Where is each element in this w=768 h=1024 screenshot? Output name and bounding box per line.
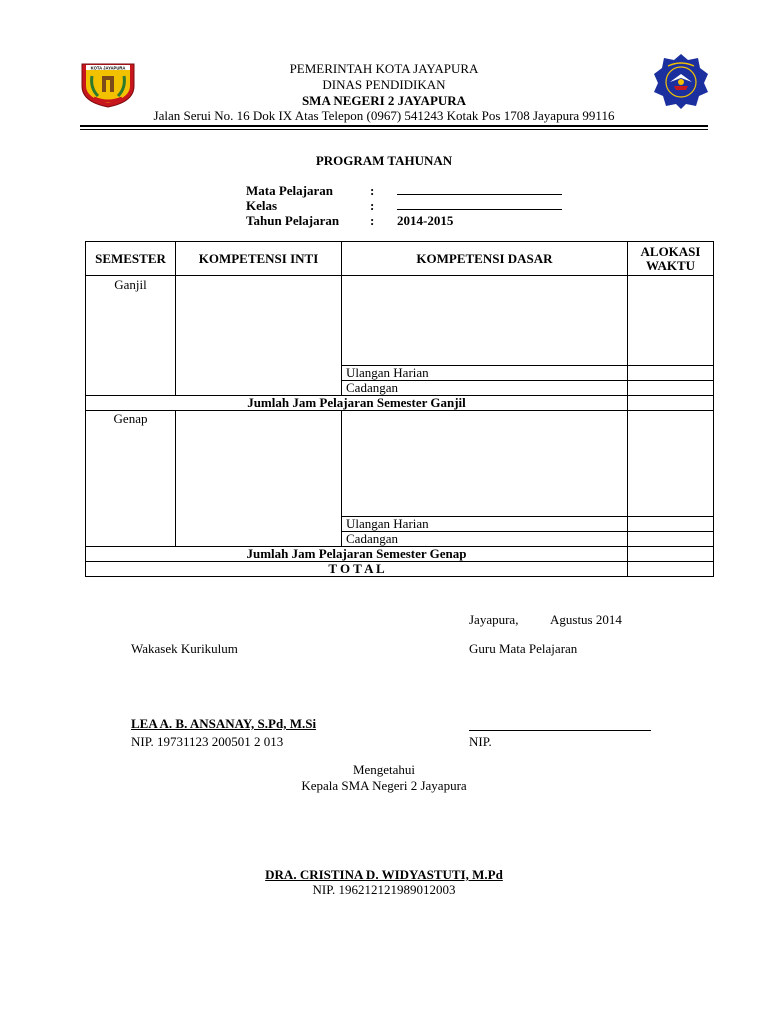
ganjil-ulangan-alokasi — [628, 366, 714, 381]
info-colon: : — [370, 183, 375, 198]
ganjil-total-label: Jumlah Jam Pelajaran Semester Ganjil — [86, 396, 628, 411]
document-title: PROGRAM TAHUNAN — [315, 153, 453, 168]
grand-total-row — [86, 562, 714, 577]
ganjil-kompetensi-inti-cell — [176, 276, 342, 396]
info-value: 2014-2015 — [397, 213, 454, 228]
info-label: Tahun Pelajaran — [246, 213, 340, 228]
genap-total-row — [86, 547, 714, 562]
info-colon: : — [370, 213, 375, 228]
header-rule-thick — [80, 125, 708, 127]
ganjil-total-row — [86, 396, 714, 411]
info-label: Mata Pelajaran — [246, 183, 334, 198]
guru-role: Guru Mata Pelajaran — [469, 641, 578, 656]
genap-cadangan-label: Cadangan — [342, 532, 628, 547]
grand-total-label: T O T A L — [86, 562, 628, 577]
genap-kompetensi-dasar-cell — [342, 411, 628, 517]
header-rule-thin — [80, 129, 708, 130]
kepala-name: DRA. CRISTINA D. WIDYASTUTI, M.Pd — [265, 867, 503, 882]
genap-total-alokasi — [628, 547, 714, 562]
wakasek-role: Wakasek Kurikulum — [131, 641, 238, 656]
info-blank-line — [397, 194, 562, 195]
place-date: Agustus 2014 — [550, 612, 622, 627]
ganjil-ulangan-label: Ulangan Harian — [342, 366, 628, 381]
ganjil-content-row — [86, 276, 714, 366]
info-colon: : — [370, 198, 375, 213]
genap-content-row — [86, 411, 714, 517]
header-alokasi-waktu: ALOKASI WAKTU — [628, 242, 714, 276]
grand-total-alokasi — [628, 562, 714, 577]
table-header-row — [86, 242, 714, 276]
semester-ganjil: Ganjil — [86, 276, 176, 396]
header-address: Jalan Serui No. 16 Dok IX Atas Telepon (0967) 541243 Kotak Pos 1708 Jayapura 99116 — [153, 108, 615, 123]
genap-ulangan-alokasi — [628, 517, 714, 532]
kepala-role: Kepala SMA Negeri 2 Jayapura — [301, 778, 467, 793]
info-blank-line — [397, 209, 562, 210]
header-line-1: PEMERINTAH KOTA JAYAPURA — [289, 61, 479, 76]
program-table — [85, 241, 714, 577]
genap-cadangan-alokasi — [628, 532, 714, 547]
header-line-2: DINAS PENDIDIKAN — [322, 77, 446, 92]
semester-genap: Genap — [86, 411, 176, 547]
wakasek-nip: NIP. 19731123 200501 2 013 — [131, 734, 284, 749]
place-city: Jayapura, — [469, 612, 519, 627]
ganjil-kompetensi-dasar-cell — [342, 276, 628, 366]
header-semester: SEMESTER — [86, 242, 176, 276]
mengetahui-label: Mengetahui — [352, 762, 416, 777]
ganjil-cadangan-label: Cadangan — [342, 381, 628, 396]
ganjil-alokasi-cell — [628, 276, 714, 366]
header-school-name: SMA NEGERI 2 JAYAPURA — [301, 93, 467, 108]
genap-total-label: Jumlah Jam Pelajaran Semester Genap — [86, 547, 628, 562]
guru-nip: NIP. — [469, 734, 492, 749]
ganjil-cadangan-alokasi — [628, 381, 714, 396]
kepala-nip: NIP. 196212121989012003 — [312, 882, 456, 897]
genap-kompetensi-inti-cell — [176, 411, 342, 547]
header-kompetensi-dasar: KOMPETENSI DASAR — [342, 242, 628, 276]
header-kompetensi-inti: KOMPETENSI INTI — [176, 242, 342, 276]
genap-alokasi-cell — [628, 411, 714, 517]
guru-signature-line — [469, 730, 651, 731]
genap-ulangan-label: Ulangan Harian — [342, 517, 628, 532]
ganjil-total-alokasi — [628, 396, 714, 411]
info-label: Kelas — [246, 198, 278, 213]
emblem-label: KOTA JAYAPURA — [90, 65, 126, 71]
wakasek-name: LEA A. B. ANSANAY, S.Pd, M.Si — [131, 716, 317, 731]
